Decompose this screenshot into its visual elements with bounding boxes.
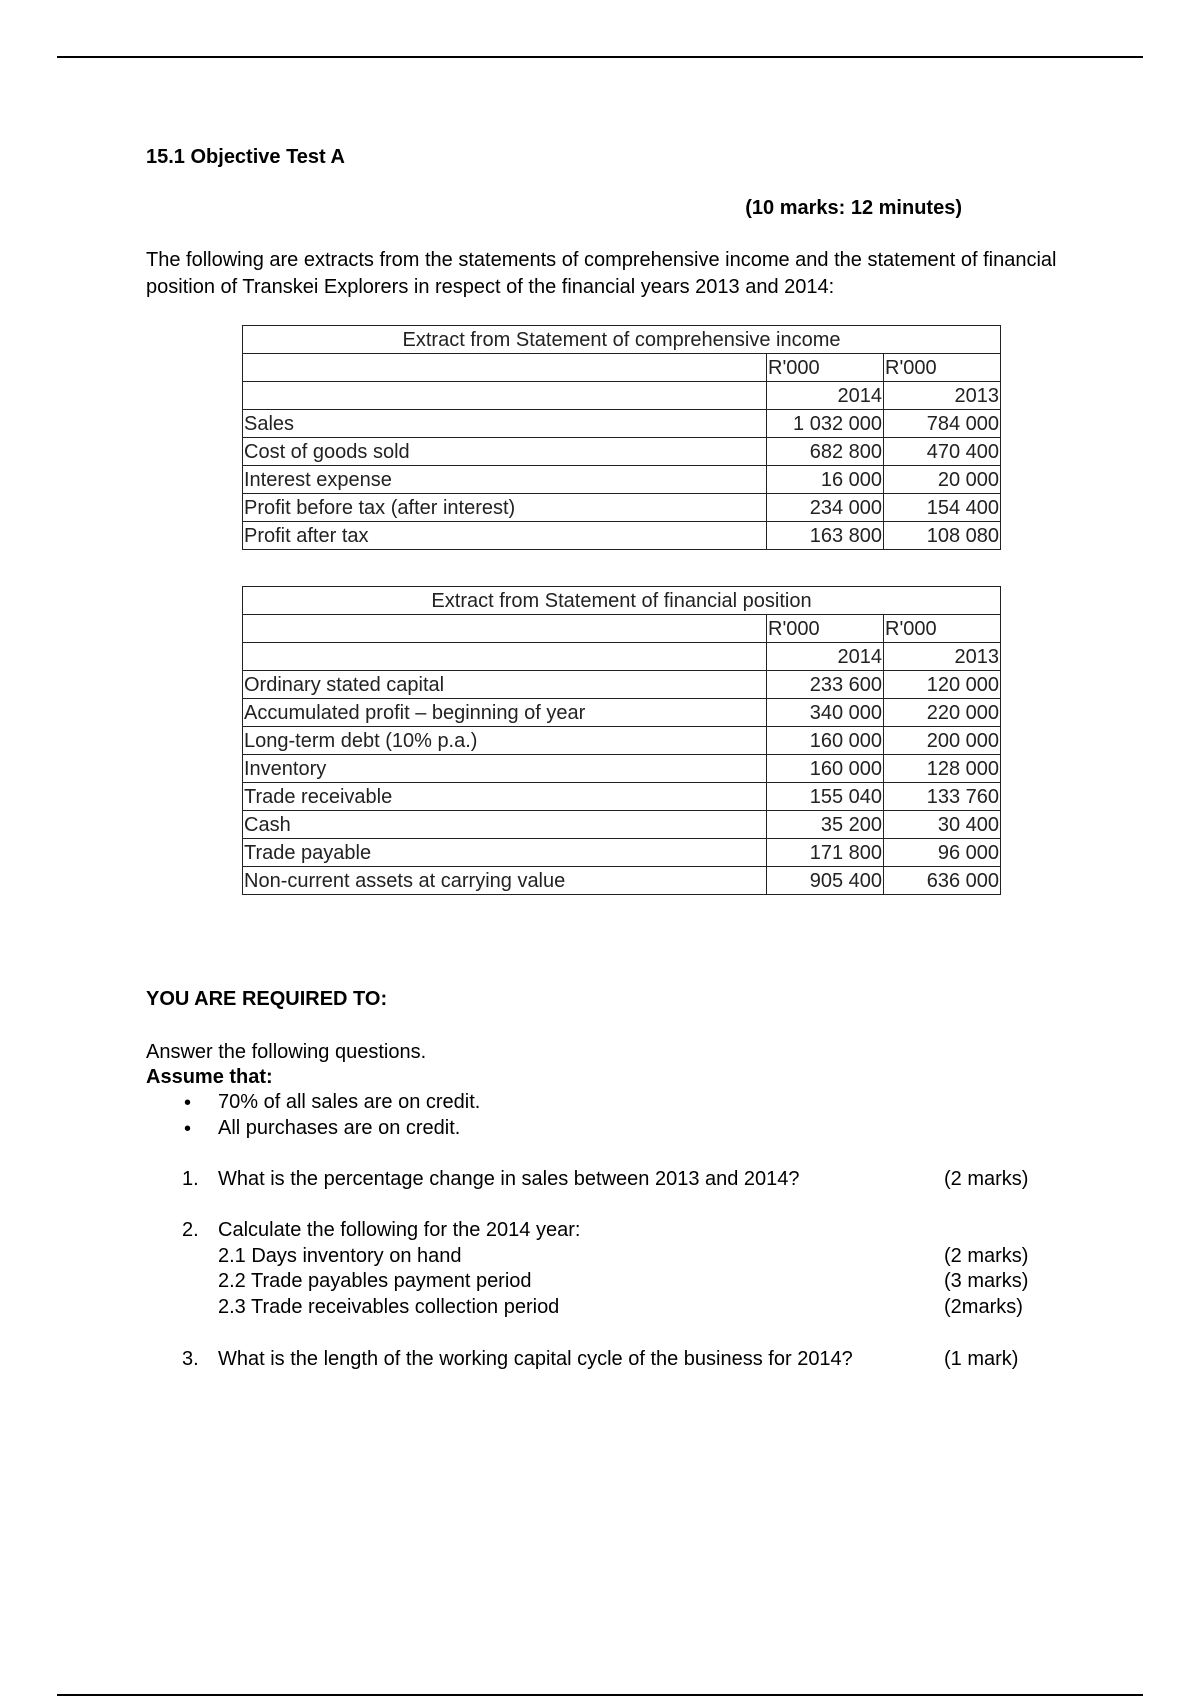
value-2013: 128 000	[884, 755, 1001, 783]
financial-position-table	[242, 586, 1001, 895]
section-title: 15.1 Objective Test A	[146, 146, 345, 168]
row-label: Inventory	[243, 755, 767, 783]
question-number: 3.	[182, 1348, 199, 1370]
question-marks: (1 mark)	[944, 1348, 1019, 1370]
value-2013: 108 080	[884, 522, 1001, 550]
question-text: What is the length of the working capital cycle of the business for 2014?	[218, 1348, 853, 1370]
subquestion-text: 2.1 Days inventory on hand	[218, 1245, 462, 1267]
question-number: 2.	[182, 1219, 199, 1241]
value-2014: 1 032 000	[767, 410, 884, 438]
assumption-item: All purchases are on credit.	[218, 1117, 461, 1139]
table-row	[243, 671, 1001, 699]
question-marks: (2 marks)	[944, 1168, 1029, 1190]
marks-time: (10 marks: 12 minutes)	[745, 197, 962, 219]
value-2014: 163 800	[767, 522, 884, 550]
row-label: Trade receivable	[243, 783, 767, 811]
value-2013: 784 000	[884, 410, 1001, 438]
row-label: Cash	[243, 811, 767, 839]
value-2013: 200 000	[884, 727, 1001, 755]
income-statement-table	[242, 325, 1001, 550]
value-2013: 470 400	[884, 438, 1001, 466]
question-marks: (3 marks)	[944, 1270, 1029, 1292]
value-2014: 905 400	[767, 867, 884, 895]
value-2014: 234 000	[767, 494, 884, 522]
assumption-item: 70% of all sales are on credit.	[218, 1091, 481, 1113]
row-label: Sales	[243, 410, 767, 438]
intro-paragraph: The following are extracts from the statements of comprehensive income and the statement of financial position of Transkei Explorers in respect of the financial years 2013 and 2014:	[146, 249, 1057, 298]
question-marks: (2marks)	[944, 1296, 1023, 1318]
bullet-icon: •	[184, 1092, 192, 1114]
question-number: 1.	[182, 1168, 199, 1190]
value-2013: 30 400	[884, 811, 1001, 839]
value-2013: 636 000	[884, 867, 1001, 895]
table-row	[243, 839, 1001, 867]
table-row	[243, 522, 1001, 550]
unit-2014: R'000	[767, 354, 884, 382]
unit-2013: R'000	[884, 354, 1001, 382]
value-2013: 133 760	[884, 783, 1001, 811]
value-2014: 340 000	[767, 699, 884, 727]
table-row	[243, 410, 1001, 438]
unit-2013: R'000	[884, 615, 1001, 643]
empty-cell	[243, 382, 767, 410]
subquestion-text: 2.3 Trade receivables collection period	[218, 1296, 560, 1318]
empty-cell	[243, 354, 767, 382]
empty-cell	[243, 615, 767, 643]
row-label: Ordinary stated capital	[243, 671, 767, 699]
value-2014: 16 000	[767, 466, 884, 494]
value-2013: 220 000	[884, 699, 1001, 727]
table-row	[243, 494, 1001, 522]
table-row	[243, 466, 1001, 494]
bottom-rule	[57, 1694, 1143, 1696]
row-label: Accumulated profit – beginning of year	[243, 699, 767, 727]
question-text: What is the percentage change in sales between 2013 and 2014?	[218, 1168, 800, 1190]
table-row	[243, 811, 1001, 839]
value-2014: 233 600	[767, 671, 884, 699]
unit-2014: R'000	[767, 615, 884, 643]
instruction-text: Answer the following questions.	[146, 1041, 427, 1063]
value-2014: 155 040	[767, 783, 884, 811]
year-2014: 2014	[767, 643, 884, 671]
bullet-icon: •	[184, 1118, 192, 1140]
required-heading: YOU ARE REQUIRED TO:	[146, 988, 388, 1010]
assume-label: Assume that:	[146, 1066, 273, 1088]
value-2014: 35 200	[767, 811, 884, 839]
row-label: Cost of goods sold	[243, 438, 767, 466]
row-label: Long-term debt (10% p.a.)	[243, 727, 767, 755]
table-row	[243, 867, 1001, 895]
empty-cell	[243, 643, 767, 671]
table-caption: Extract from Statement of comprehensive income	[243, 326, 1001, 354]
year-2013: 2013	[884, 643, 1001, 671]
value-2014: 160 000	[767, 755, 884, 783]
table-row	[243, 755, 1001, 783]
table-caption: Extract from Statement of financial position	[243, 587, 1001, 615]
question-text: Calculate the following for the 2014 year:	[218, 1219, 581, 1241]
table-row	[243, 727, 1001, 755]
row-label: Interest expense	[243, 466, 767, 494]
table-row	[243, 699, 1001, 727]
row-label: Trade payable	[243, 839, 767, 867]
top-rule	[57, 56, 1143, 58]
table-row	[243, 438, 1001, 466]
row-label: Profit after tax	[243, 522, 767, 550]
row-label: Profit before tax (after interest)	[243, 494, 767, 522]
year-2013: 2013	[884, 382, 1001, 410]
value-2013: 96 000	[884, 839, 1001, 867]
year-2014: 2014	[767, 382, 884, 410]
subquestion-text: 2.2 Trade payables payment period	[218, 1270, 532, 1292]
row-label: Non-current assets at carrying value	[243, 867, 767, 895]
value-2014: 160 000	[767, 727, 884, 755]
value-2014: 682 800	[767, 438, 884, 466]
value-2013: 154 400	[884, 494, 1001, 522]
question-marks: (2 marks)	[944, 1245, 1029, 1267]
value-2013: 120 000	[884, 671, 1001, 699]
table-row	[243, 783, 1001, 811]
value-2014: 171 800	[767, 839, 884, 867]
value-2013: 20 000	[884, 466, 1001, 494]
